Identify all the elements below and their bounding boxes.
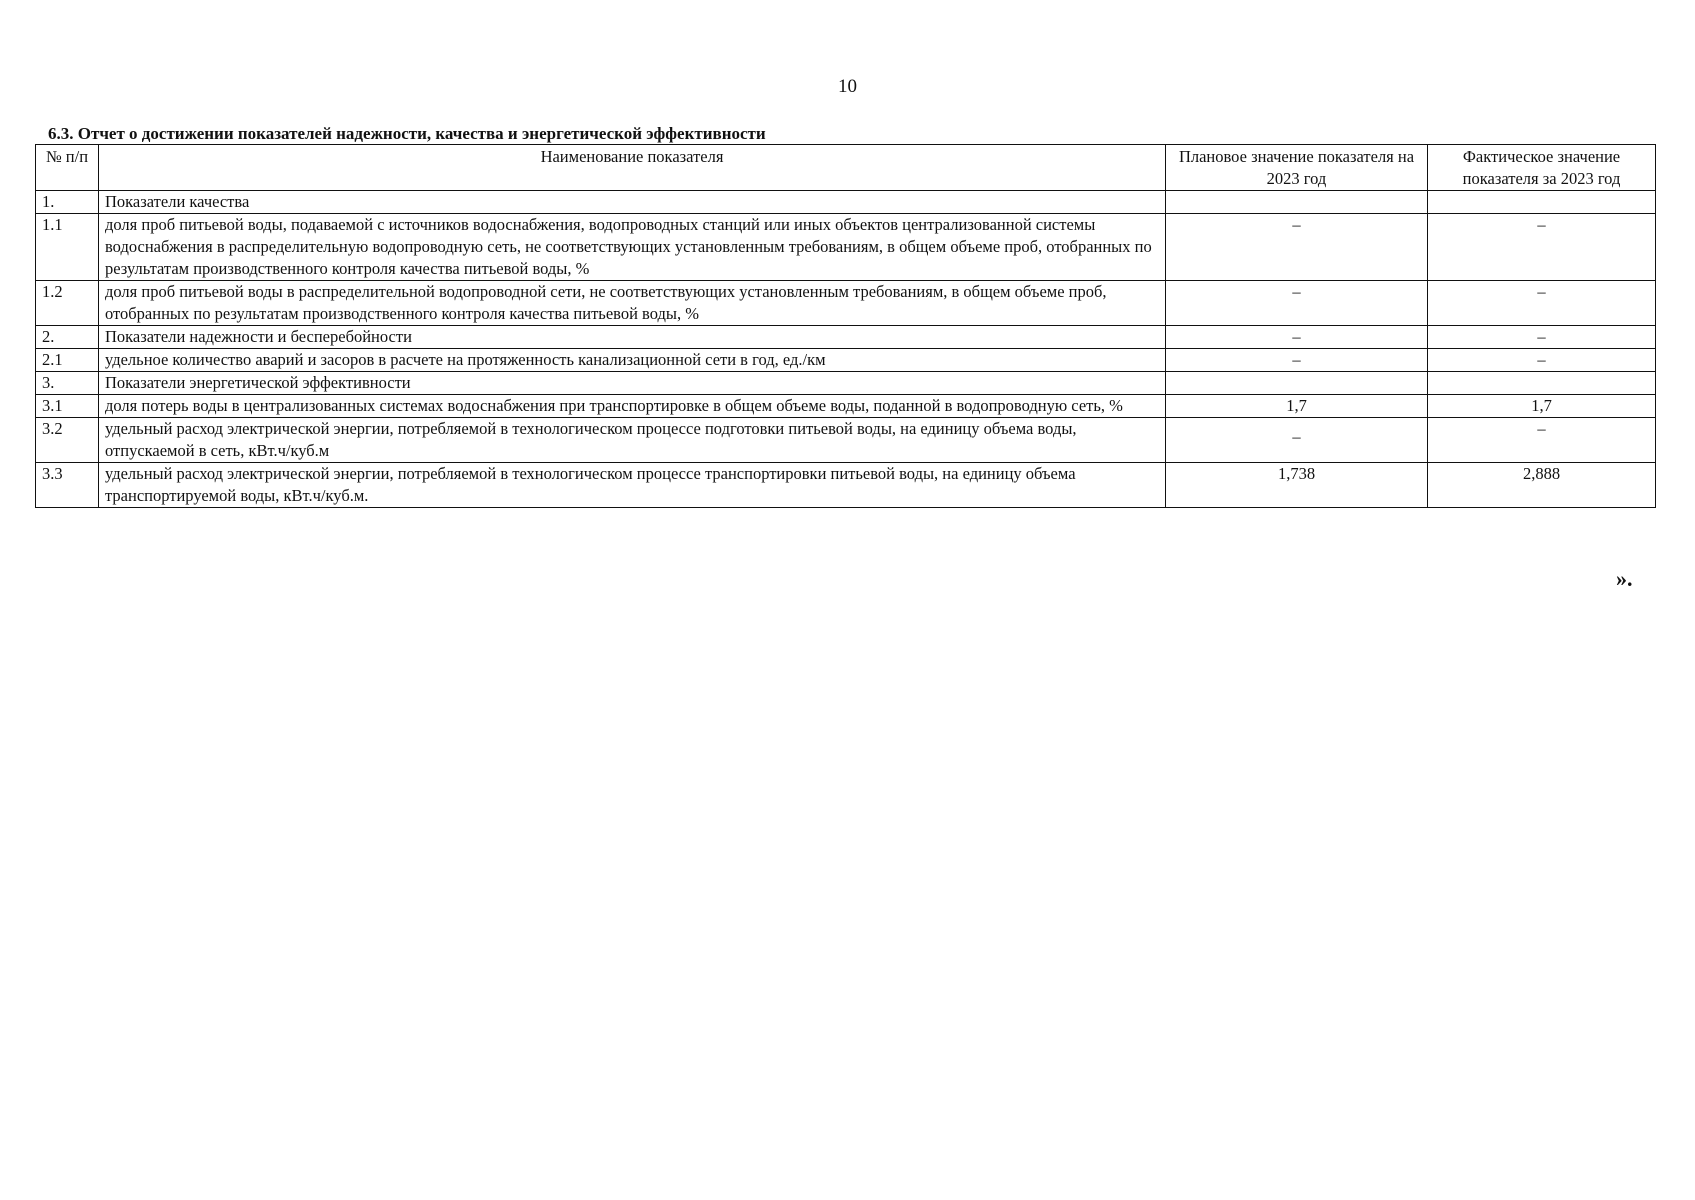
row-fact [1428,191,1656,214]
table-row [36,463,1656,508]
table-row [36,349,1656,372]
row-name: доля проб питьевой воды, подаваемой с источников водоснабжения, водопроводных станций или иных объектов централизованной системы водоснабжения в распределительную водопроводную сеть, не соответствующих установленным требованиям, в общем объеме проб, отобранных по результатам производственного контроля качества питьевой воды, % [99,214,1166,281]
row-fact: – [1428,349,1656,372]
row-num: 3.3 [36,463,99,508]
row-name: удельный расход электрической энергии, потребляемой в технологическом процессе транспортировки питьевой воды, на единицу объема транспортируемой воды, кВт.ч/куб.м. [99,463,1166,508]
row-fact: – [1428,214,1656,281]
table-header-row [36,145,1656,191]
row-fact: 2,888 [1428,463,1656,508]
row-num: 1.2 [36,281,99,326]
row-name: удельное количество аварий и засоров в расчете на протяженность канализационной сети в год, ед./км [99,349,1166,372]
row-num: 3.2 [36,418,99,463]
row-num: 2. [36,326,99,349]
table-row [36,418,1656,463]
row-name: Показатели энергетической эффективности [99,372,1166,395]
row-name: доля потерь воды в централизованных системах водоснабжения при транспортировке в общем объеме воды, поданной в водопроводную сеть, % [99,395,1166,418]
row-plan: 1,7 [1166,395,1428,418]
table-row [36,395,1656,418]
row-num: 1. [36,191,99,214]
row-name: доля проб питьевой воды в распределительной водопроводной сети, не соответствующих установленным требованиям, в общем объеме проб, отобранных по результатам производственного контроля качества питьевой воды, % [99,281,1166,326]
row-fact: – [1428,281,1656,326]
table-row [36,326,1656,349]
row-plan: 1,738 [1166,463,1428,508]
row-fact: – [1428,326,1656,349]
row-plan: – [1166,281,1428,326]
row-fact [1428,372,1656,395]
row-name: Показатели надежности и бесперебойности [99,326,1166,349]
row-plan: – [1166,214,1428,281]
row-plan: – [1166,326,1428,349]
header-plan: Плановое значение показателя на 2023 год [1166,145,1428,191]
table-row [36,214,1656,281]
row-plan [1166,191,1428,214]
row-num: 2.1 [36,349,99,372]
row-plan: – [1166,418,1428,463]
page-number: 10 [838,76,857,97]
closing-quote-mark: ». [1616,566,1633,591]
table-row [36,372,1656,395]
row-num: 3. [36,372,99,395]
row-name: Показатели качества [99,191,1166,214]
header-num: № п/п [36,145,99,191]
row-name: удельный расход электрической энергии, потребляемой в технологическом процессе подготовки питьевой воды, на единицу объема воды, отпускаемой в сеть, кВт.ч/куб.м [99,418,1166,463]
section-title: 6.3. Отчет о достижении показателей надежности, качества и энергетической эффективности [48,124,766,143]
row-num: 3.1 [36,395,99,418]
row-num: 1.1 [36,214,99,281]
row-fact: 1,7 [1428,395,1656,418]
table-row [36,281,1656,326]
header-name: Наименование показателя [99,145,1166,191]
indicators-table [35,144,1656,508]
row-plan: – [1166,349,1428,372]
row-fact: – [1428,418,1656,463]
row-plan [1166,372,1428,395]
header-fact: Фактическое значение показателя за 2023 год [1428,145,1656,191]
table-row [36,191,1656,214]
